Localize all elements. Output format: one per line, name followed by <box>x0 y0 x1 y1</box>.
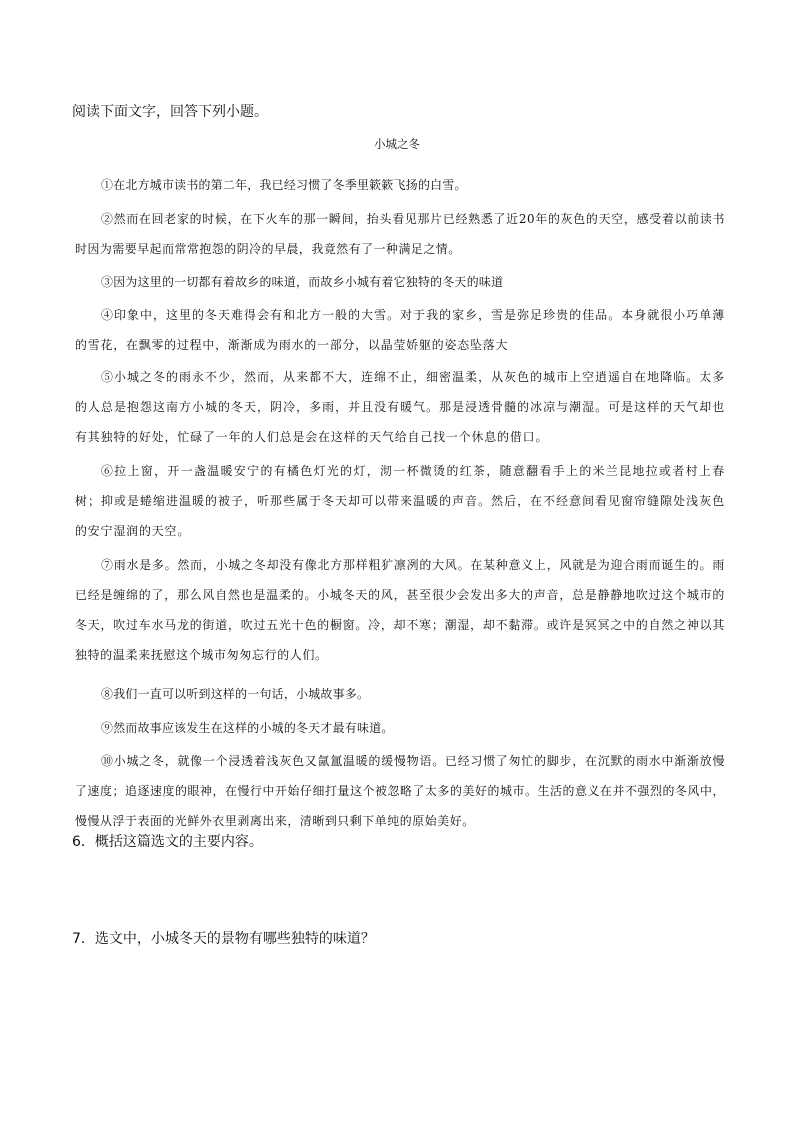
paragraph-2: ②然而在回老家的时候，在下火车的那一瞬间，抬头看见那片已经熟悉了近20年的灰色的天空，感受着以前读书时因为需要早起而常常抱怨的阴冷的早晨，我竟然有了一种满足之情。 <box>75 211 725 256</box>
paragraph-4: ④印象中，这里的冬天难得会有和北方一般的大雪。对于我的家乡，雪是弥足珍贵的佳品。本身就很小巧单薄的雪花，在飘零的过程中，渐渐成为雨水的一部分，以晶莹娇躯的姿态坠落大 <box>75 307 725 352</box>
paragraph-5: ⑤小城之冬的雨永不少，然而，从来都不大，连绵不止，细密温柔，从灰色的城市上空逍遥自在地降临。太多的人总是抱怨这南方小城的冬天，阴冷，多雨，并且没有暖气。那是浸透骨髓的冰凉与潮湿。可是这样的天气却也有其独特的好处，忙碌了一年的人们总是会在这样的天气给自己找一个休息的借口。 <box>75 369 725 444</box>
question-6: 6．概括这篇选文的主要内容。 <box>72 834 263 850</box>
paragraph-8: ⑧我们一直可以听到这样的一句话，小城故事多。 <box>101 686 370 701</box>
paragraph-7: ⑦雨水是多。然而，小城之冬却没有像北方那样粗犷凛冽的大风。在某种意义上，风就是为迎合雨而诞生的。雨已经是缠绵的了，那么风自然也是温柔的。小城冬天的风，甚至很少会发出多大的声音，总是静静地吹过这个城市的冬天，吹过车水马龙的街道，吹过五光十色的橱窗。冷，却不寒；潮湿，却不黏滞。或许是冥冥之中的自然之神以其独特的温柔来抚慰这个城市匆匆忘行的人们。 <box>75 557 725 662</box>
paragraph-9: ⑨然而故事应该发生在这样的小城的冬天才最有味道。 <box>101 720 394 735</box>
paragraph-10: ⑩小城之冬，就像一个浸透着浅灰色又氤氲温暖的缓慢物语。已经习惯了匆忙的脚步，在沉默的雨水中渐渐放慢了速度；追逐速度的眼神，在慢行中开始仔细打量这个被忽略了太多的美好的城市。生活的意义在并不强烈的冬风中，慢慢从浮于表面的光鲜外衣里剥离出来，清晰到只剩下单纯的原始美好。 <box>75 753 725 828</box>
paragraph-6: ⑥拉上窗，开一盏温暖安宁的有橘色灯光的灯，沏一杯微烫的红茶，随意翻看手上的米兰昆地拉或者村上春树；抑或是蜷缩进温暖的被子，听那些属于冬天却可以带来温暖的声音。然后，在不经意间看见窗帘缝隙处浅灰色的安宁湿润的天空。 <box>75 463 725 538</box>
paragraph-1: ①在北方城市读书的第二年，我已经习惯了冬季里簌簌飞扬的白雪。 <box>101 177 467 192</box>
article-title: 小城之冬 <box>374 137 420 151</box>
question-7: 7．选文中，小城冬天的景物有哪些独特的味道？ <box>72 931 375 947</box>
paragraph-3: ③因为这里的一切都有着故乡的味道，而故乡小城有着它独特的冬天的味道 <box>101 274 504 289</box>
instruction-text: 阅读下面文字，回答下列小题。 <box>72 104 268 120</box>
